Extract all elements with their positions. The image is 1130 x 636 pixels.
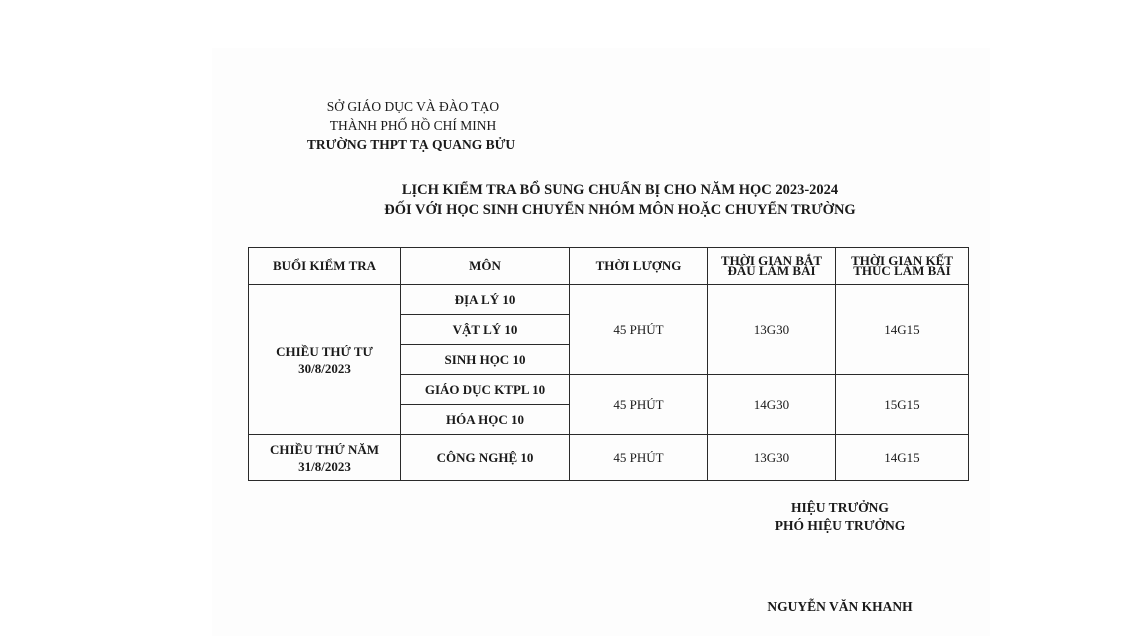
exam-schedule-table xyxy=(248,247,969,481)
duration-cell: 45 PHÚT xyxy=(570,285,708,375)
table-row xyxy=(249,285,969,315)
table-header-row xyxy=(249,248,969,285)
end-time-cell: 15G15 xyxy=(836,375,969,435)
header-department: SỞ GIÁO DỤC VÀ ĐÀO TẠO xyxy=(326,99,500,114)
column-header-subject: MÔN xyxy=(401,248,570,285)
start-time-cell: 13G30 xyxy=(708,285,836,375)
document-title: LỊCH KIỂM TRA BỔ SUNG CHUẨN BỊ CHO NĂM HỌC 2023-2024 xyxy=(401,182,839,198)
session-cell: CHIỀU THỨ TƯ 30/8/2023 xyxy=(249,285,401,435)
document-subtitle: ĐỐI VỚI HỌC SINH CHUYỂN NHÓM MÔN HOẶC CHUYỂN TRƯỜNG xyxy=(384,202,856,218)
column-header-start-time: THỜI GIAN BẮT ĐẦU LÀM BÀI xyxy=(708,248,836,285)
duration-cell: 45 PHÚT xyxy=(570,375,708,435)
subject-cell: HÓA HỌC 10 xyxy=(401,405,570,435)
header-school: TRƯỜNG THPT TẠ QUANG BỬU xyxy=(306,137,516,152)
subject-cell: VẬT LÝ 10 xyxy=(401,315,570,345)
subject-cell: ĐỊA LÝ 10 xyxy=(401,285,570,315)
end-time-cell: 14G15 xyxy=(836,285,969,375)
session-cell: CHIỀU THỨ NĂM 31/8/2023 xyxy=(249,435,401,481)
header-city: THÀNH PHỐ HỒ CHÍ MINH xyxy=(329,118,497,133)
column-header-duration: THỜI LƯỢNG xyxy=(570,248,708,285)
subject-cell: GIÁO DỤC KTPL 10 xyxy=(401,375,570,405)
column-header-end-time: THỜI GIAN KẾT THÚC LÀM BÀI xyxy=(836,248,969,285)
column-header-session: BUỔI KIỂM TRA xyxy=(249,248,401,285)
end-time-cell: 14G15 xyxy=(836,435,969,481)
signature-role-principal: HIỆU TRƯỞNG xyxy=(791,500,889,515)
signature-name: NGUYỄN VĂN KHANH xyxy=(767,599,913,614)
table-row xyxy=(249,435,969,481)
duration-cell: 45 PHÚT xyxy=(570,435,708,481)
start-time-cell: 14G30 xyxy=(708,375,836,435)
start-time-cell: 13G30 xyxy=(708,435,836,481)
subject-cell: SINH HỌC 10 xyxy=(401,345,570,375)
subject-cell: CÔNG NGHỆ 10 xyxy=(401,435,570,481)
signature-role-vice-principal: PHÓ HIỆU TRƯỞNG xyxy=(774,518,906,533)
